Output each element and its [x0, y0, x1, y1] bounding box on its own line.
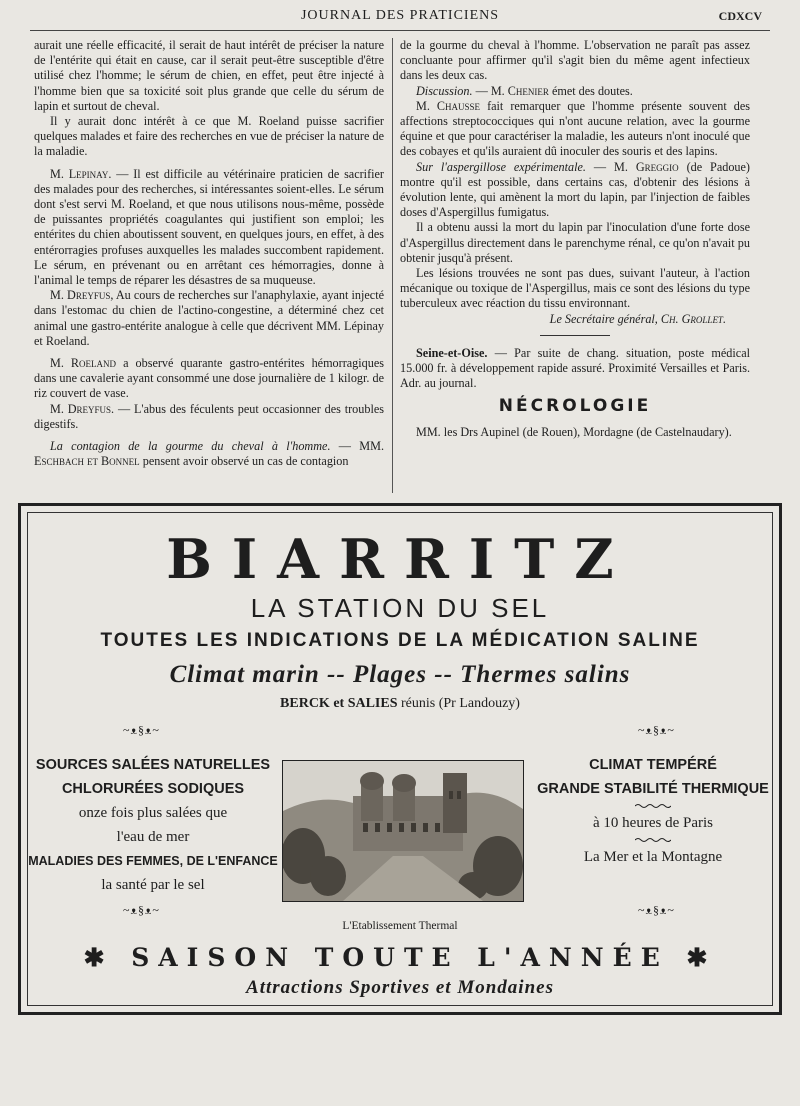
ad-attractions-line: Attractions Sportives et Mondaines — [246, 977, 554, 998]
paragraph: Il a obtenu aussi la mort du lapin par l'inoculation d'une forte dose d'Aspergillus directement dans le parenchyme rénal, ce qu'on n'avait pu obtenir jusqu'à présent. — [400, 220, 750, 265]
paragraph: M. Dreyfus. — L'abus des féculents peut occasionner des troubles digestifs. — [34, 401, 384, 431]
ad-left-block — [28, 753, 278, 897]
paragraph: M. Dreyfus, Au cours de recherches sur l'anaphylaxie, ayant injecté dans l'estomac du chien de l'actino-congestine, a déterminé chez cet animal une gastro-entérite analogue à celle que décrivent MM. Lépinay et Roeland. — [34, 288, 384, 348]
journal-title: JOURNAL DES PRATICIENS — [300, 8, 500, 23]
paragraph: M. Roeland a observé quarante gastro-entérites hémorragiques dans une cavalerie ayant consommé une dose journalière de 1 kilogr. de riz couvert de vase. — [34, 356, 385, 401]
necrology-text: MM. les Drs Aupinel (de Rouen), Mordagne (de Castelnaudary). — [416, 424, 732, 439]
ad-right-block — [528, 753, 778, 869]
photo-caption: L'Etablissement Thermal — [342, 920, 458, 932]
speaker-name: Chenier — [507, 83, 549, 98]
ad-left-line: l'eau de mer — [116, 829, 190, 845]
paragraph: aurait une réelle efficacité, il serait de haut intérêt de préciser la nature de l'entérite qui était en cause, car il serait peut-être susceptible d'être utilisé chez l'homme; le sérum de chien, en effet, peut être injecté à l'homme bien que sa toxicité soit plus grande que celle du sérum de lapin et surtout de cheval. — [34, 38, 384, 113]
speaker-name: Greggio — [635, 159, 679, 174]
running-header — [0, 8, 800, 30]
ad-left-line: SOURCES SALÉES NATURELLES — [35, 757, 271, 773]
header-rule — [30, 30, 770, 31]
thermal-establishment-photo — [282, 760, 524, 902]
ad-climate-line: Climat marin -- Plages -- Thermes salins — [169, 661, 631, 688]
ad-right-line: La Mer et la Montagne — [583, 849, 723, 865]
paragraph: Discussion. — M. Chenier émet des doutes. — [416, 83, 633, 98]
speaker-name: M. Dreyfus. — [50, 401, 115, 416]
ornament-icon: ~ᴥ§ᴥ~ — [638, 723, 675, 737]
ad-subtitle: LA STATION DU SEL — [250, 593, 550, 623]
ad-left-line: CHLORURÉES SODIQUES — [61, 781, 245, 797]
ad-left-line: la santé par le sel — [101, 877, 205, 893]
section-title: Sur l'aspergillose expérimentale. — [416, 159, 586, 174]
ad-berck-salies: BERCK et SALIES réunis (Pr Landouzy) — [280, 696, 520, 711]
section-title: La contagion de la gourme du cheval à l'homme. — [50, 439, 331, 454]
column-divider — [392, 38, 393, 493]
ad-title: BIARRITZ — [166, 527, 634, 591]
ornament-icon: ~ᴥ§ᴥ~ — [123, 903, 160, 917]
speaker-name: M. Dreyfus, — [50, 288, 114, 303]
biarritz-advertisement — [18, 503, 782, 1015]
paragraph: M. Chausse fait remarquer que l'homme présente souvent des affections streptococciques qui n'ont aucune relation, avec la gourme équine et que pour caractériser la maladie, les auteurs n'ont inoculé que des cobayes et qu'ils auraient dû inoculer des souris et des lapins. — [400, 98, 750, 159]
paragraph: Sur l'aspergillose expérimentale. — M. Greggio (de Padoue) montre qu'il est possible, dans certains cas, d'obtenir des lésions à évolution lente, qui amènent la mort du lapin, par l'injection de faibles doses d'Aspergillus fumigatus. — [400, 159, 750, 220]
classified-ad: Seine-et-Oise. — Par suite de chang. situation, poste médical 15.000 fr. à développement rapide assuré. Proximité Versailles et Paris. Adr. au journal. — [400, 345, 750, 391]
ad-right-line: GRANDE STABILITÉ THERMIQUE — [537, 781, 769, 797]
wave-ornament-icon — [635, 837, 671, 843]
ornament-icon: ~ᴥ§ᴥ~ — [638, 903, 675, 917]
paragraph: La contagion de la gourme du cheval à l'homme. — MM. Eschbach et Bonnel pensent avoir observé un cas de contagion — [34, 439, 384, 469]
ad-indications: TOUTES LES INDICATIONS DE LA MÉDICATION SALINE — [100, 630, 700, 651]
speaker-name: Eschbach et Bonnel — [34, 454, 140, 469]
speaker-name: M. Roeland — [50, 356, 117, 371]
page-number: CDXCV — [718, 9, 762, 23]
paragraph: de la gourme du cheval à l'homme. L'observation ne paraît pas assez concluante pour affirmer qu'il s'agit bien du même agent infectieux dans les deux cas. — [400, 38, 750, 83]
section-label: Discussion. — [416, 83, 473, 98]
ad-left-line: MALADIES DES FEMMES, DE L'ENFANCE — [28, 854, 278, 868]
right-column — [400, 38, 750, 440]
paragraph: Il y aurait donc intérêt à ce que M. Roeland puisse sacrifier quelques malades et faire des recherches en vue de préciser la nature de la maladie. — [34, 114, 384, 159]
ad-inner-frame — [27, 512, 773, 1006]
necrology-heading: NÉCROLOGIE — [498, 396, 652, 417]
ad-left-line: onze fois plus salées que — [78, 805, 228, 821]
paragraph: M. Lepinay. — Il est difficile au vétérinaire praticien de sacrifier des malades pour des recherches, si intéressantes soient-elles. Le sérum dont s'est servi M. Roeland, et que nous utilisons nous-même, possède de puissantes propriétés coagulantes qui justifient son emploi; les entérites du chien aboutissent souvent, en quelques jours, en effet, à des entérorragies profuses auxquelles les malades succombent rapidement. Le sérum, en prévenant ou en arrêtant ces hémorragies, donne à l'animal le temps de réparer les désastres de sa muqueuse. — [34, 166, 384, 288]
ad-right-line: CLIMAT TEMPÉRÉ — [589, 757, 717, 773]
separator-rule — [540, 335, 610, 336]
ad-season-line: ✱ SAISON TOUTE L'ANNÉE ✱ — [83, 943, 717, 972]
left-column — [34, 38, 384, 469]
building-illustration — [283, 761, 523, 901]
wave-ornament-icon — [635, 803, 671, 809]
paragraph: Les lésions trouvées ne sont pas dues, suivant l'auteur, à l'action mécanique ou toxique de l'Aspergillus, mais ce sont des lésions du type tuberculeux avec réaction du tissu environnant. — [400, 266, 750, 311]
speaker-name: M. Chausse — [416, 98, 481, 113]
ad-right-line: à 10 heures de Paris — [593, 815, 713, 831]
signature: Le Secrétaire général, Ch. Grollet. — [549, 311, 726, 326]
speaker-name: M. Lepinay. — [50, 166, 112, 181]
ornament-icon: ~ᴥ§ᴥ~ — [123, 723, 160, 737]
